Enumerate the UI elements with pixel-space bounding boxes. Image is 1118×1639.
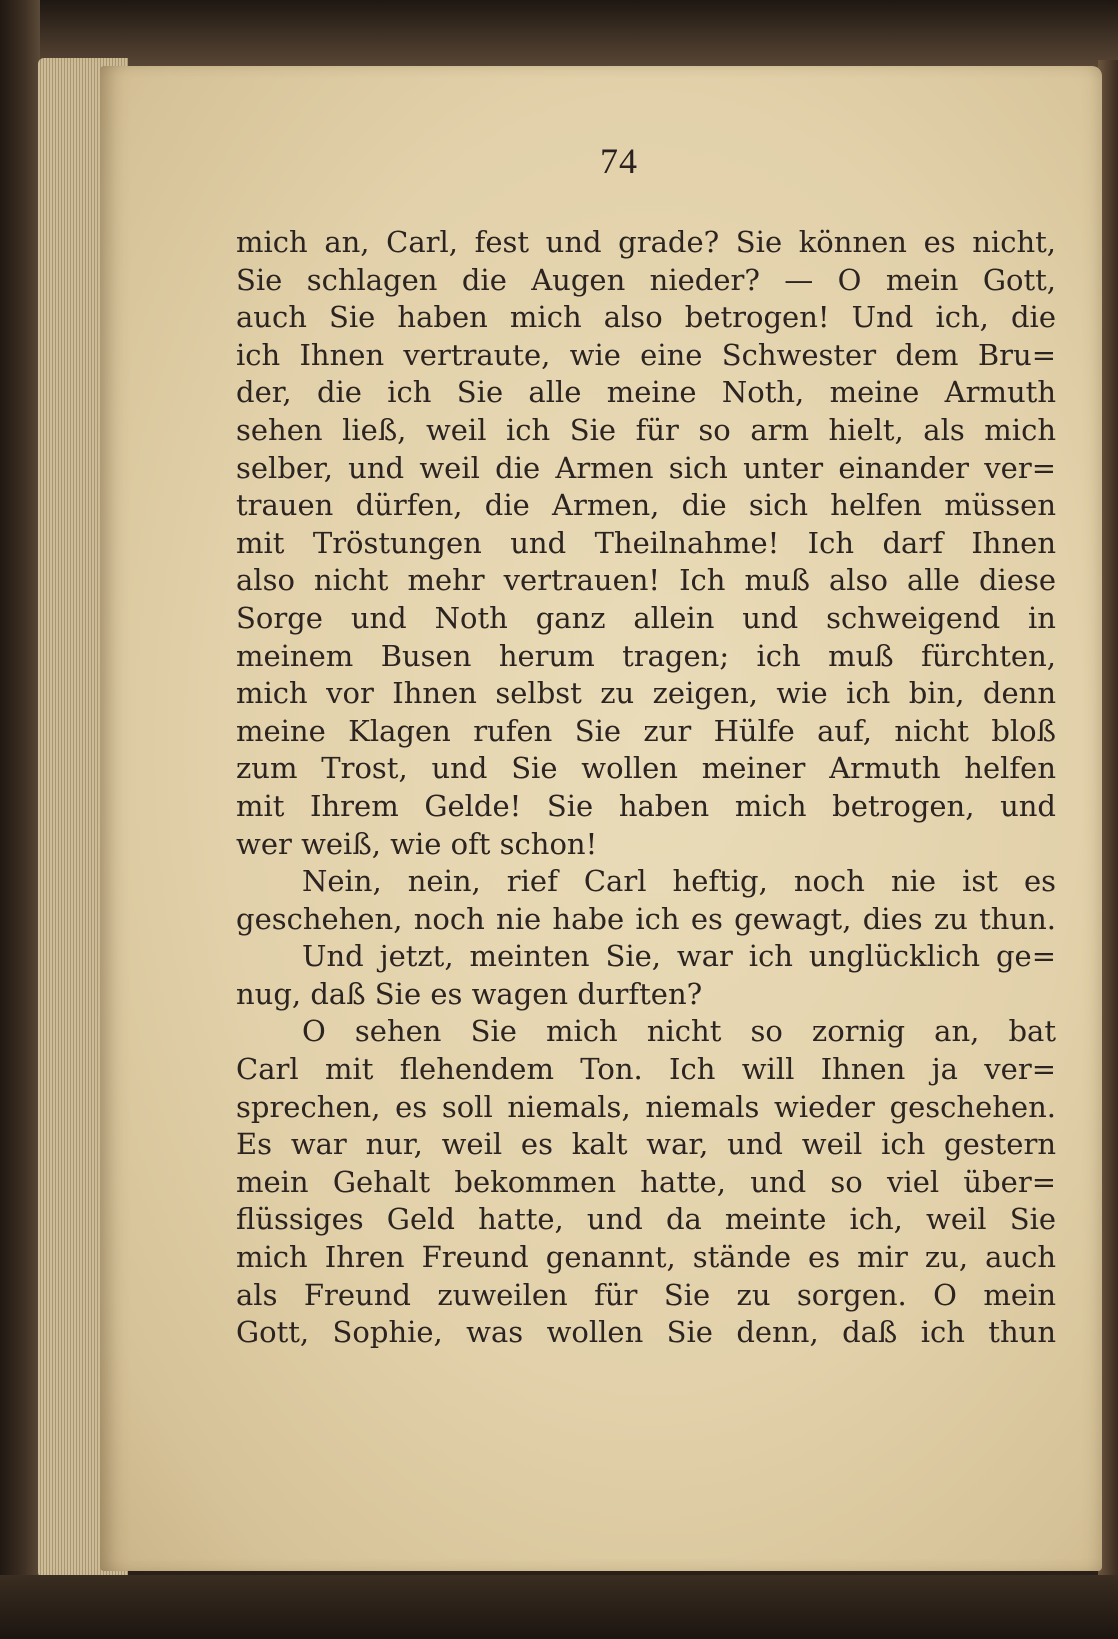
text-line: sprechen, es soll niemals, niemals wieder geschehen. [236,1089,1056,1124]
text-line: mit Ihrem Gelde! Sie haben mich betrogen, und [236,788,1056,823]
text-line: meinem Busen herum tragen; ich muß fürchten, [236,638,1056,673]
text-line: ich Ihnen vertraute, wie eine Schwester dem Bru= [236,337,1056,372]
book-cover-left [0,0,40,1639]
text-line: zum Trost, und Sie wollen meiner Armuth helfen [236,751,1056,786]
text-line: geschehen, noch nie habe ich es gewagt, dies zu thun. [236,901,1056,936]
page-number: 74 [600,141,638,181]
text-line: der, die ich Sie alle meine Noth, meine Armuth [236,375,1056,410]
text-line: Und jetzt, meinten Sie, war ich unglücklich ge= [302,939,1056,974]
text-line: Es war nur, weil es kalt war, und weil ich gestern [236,1127,1056,1162]
text-line: mich an, Carl, fest und grade? Sie können es nicht, [236,225,1056,259]
text-line: also nicht mehr vertrauen! Ich muß also alle diese [236,563,1056,598]
text-line: flüssiges Geld hatte, und da meinte ich, weil Sie [236,1202,1056,1237]
text-line: nug, daß Sie es wagen durften? [236,976,703,1011]
text-line: als Freund zuweilen für Sie zu sorgen. O mein [236,1277,1056,1312]
text-line: meine Klagen rufen Sie zur Hülfe auf, nicht bloß [236,713,1056,748]
book-cover-top [0,0,1118,70]
text-line: auch Sie haben mich also betrogen! Und ich, die [236,300,1056,335]
text-line: sehen ließ, weil ich Sie für so arm hielt, als mich [236,412,1056,447]
text-line: Sorge und Noth ganz allein und schweigend in [236,600,1056,635]
text-line: Nein, nein, rief Carl heftig, noch nie ist es [302,864,1056,899]
text-line: O sehen Sie mich nicht so zornig an, bat [302,1014,1056,1049]
body-text [236,224,1056,1352]
text-line: trauen dürfen, die Armen, die sich helfen müssen [236,488,1056,523]
text-line: wer weiß, wie oft schon! [236,826,598,861]
text-line: mich vor Ihnen selbst zu zeigen, wie ich bin, denn [236,676,1056,711]
text-line: Gott, Sophie, was wollen Sie denn, daß ich thun [236,1315,1056,1350]
text-line: selber, und weil die Armen sich unter einander ver= [236,450,1056,485]
text-line: mit Tröstungen und Theilnahme! Ich darf Ihnen [236,525,1056,560]
text-line: mein Gehalt bekommen hatte, und so viel über= [236,1164,1056,1199]
text-line: Sie schlagen die Augen nieder? — O mein Gott, [236,262,1056,297]
book-cover-bottom [0,1575,1118,1639]
text-line: Carl mit flehendem Ton. Ich will Ihnen ja ver= [236,1052,1056,1087]
text-line: mich Ihren Freund genannt, stände es mir zu, auch [236,1240,1056,1275]
